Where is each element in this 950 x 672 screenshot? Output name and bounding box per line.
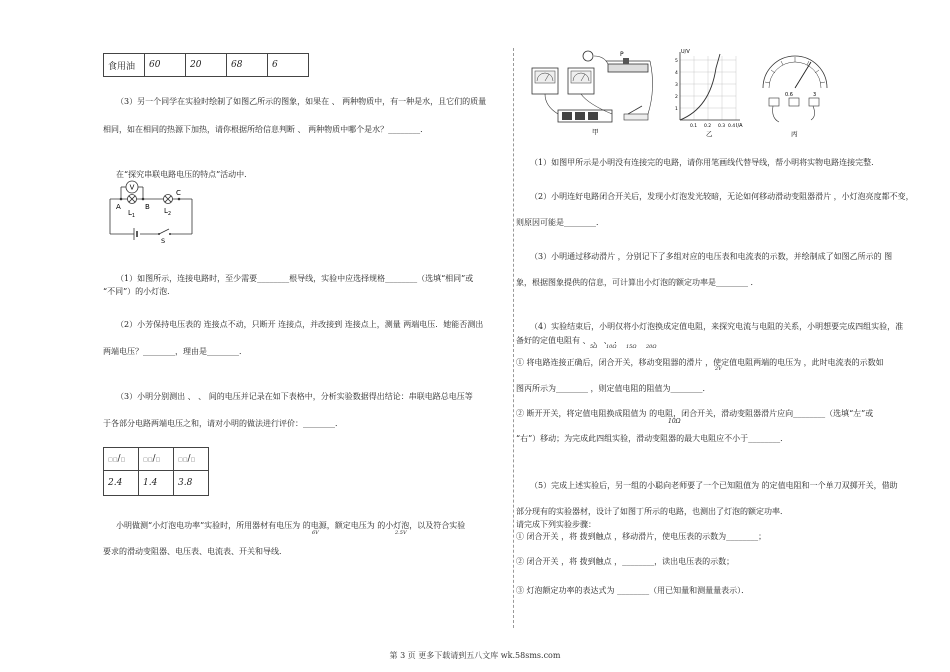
r4-line1: （4）实验结束后，小明仅将小灯泡换成定值电阻，来探究电流与电阻的关系，小明想要完成四组实验，准: [530, 322, 904, 331]
oil-table: [103, 53, 309, 77]
x-tick-label: 0.3: [718, 124, 726, 129]
r5-line1: （5）完成上述实验后，另一组的小聪向老师要了一个已知阻值为 的定值电阻和一个单刀双掷开关，借助: [530, 481, 898, 490]
table-cell: 2.4: [104, 471, 139, 496]
r2-line1: （2）小明连好电路闭合开关后，发现小灯泡发光较暗，无论如何移动滑动变阻器滑片 ，小灯泡亮度都不变，: [530, 192, 914, 201]
resistor-value: 15Ω: [626, 344, 637, 350]
resistor-value: 10Ω: [606, 344, 617, 350]
terminal-label: 3: [813, 92, 817, 98]
r5-step2: ② 闭合开关 ，将 拨到触点 ，________，读出电压表的示数；: [516, 557, 735, 566]
page-footer: 第 3 页 更多下载请到五八文库 wk.58sms.com: [389, 651, 561, 660]
lamp-voltage-source: 6V: [312, 530, 319, 536]
voltmeter-label: V: [129, 183, 135, 192]
q1-line2: “不同”）的小灯泡．: [103, 287, 176, 296]
table-cell: 1.4: [139, 471, 174, 496]
lamp-intro-line1: 小明做测“小灯泡电功率”实验时，所用器材有电压为 的电源，额定电压为 的小灯泡，以及符合实验: [116, 521, 466, 530]
r4a-line2: 图丙所示为________ ，则定值电阻的阻值为________．: [516, 384, 711, 393]
r4-line2: 备好的定值电阻有 、 、 、 ．: [516, 336, 623, 345]
terminal-label: 0.6: [785, 92, 793, 98]
y-tick-label: 3: [675, 83, 678, 88]
series-intro: 在“探究串联电路电压的特点”活动中．: [116, 170, 253, 179]
figure-bing-ammeter: [755, 48, 835, 138]
axis-y-label: U/V: [681, 49, 690, 55]
voltage-table: [103, 447, 209, 496]
r4b-resistance: 10Ω: [668, 418, 681, 425]
r4b-line1: ② 断开开关，将定值电阻换成阻值为 的电阻，闭合开关，滑动变阻器滑片应向________（选填“左”或: [516, 409, 874, 418]
q3-line2: 相同，如在相同的热源下加热，请你根据所给信息判断 、 两种物质中哪个是水？________．: [103, 125, 429, 134]
table-header: □□/□: [139, 448, 174, 471]
table-cell: 3.8: [174, 471, 209, 496]
q2-line1: （2）小芳保持电压表的 连接点不动，只断开 连接点，并改接到 连接点上，测量 两端电压．她能否测出: [116, 320, 484, 329]
q3b-line1: （3）小明分别测出 、 、 间的电压并记录在如下表格中，分析实验数据得出结论：串联电路总电压等: [116, 392, 473, 401]
resistor-value: 5Ω: [590, 344, 598, 350]
figure-bing-label: 丙: [791, 130, 798, 138]
lamp-l1-label: $L_1$: [128, 209, 136, 219]
switch-label: S: [161, 237, 166, 243]
lamp-rated-voltage: 2.5V: [395, 530, 407, 536]
figure-yi-iv-graph: [670, 48, 746, 138]
lamp-l2-label: $L_2$: [164, 207, 172, 217]
r4b-line2: “右”）移动；为完成此四组实验，滑动变阻器的最大电阻应不小于________．: [516, 434, 789, 443]
r4a-line1: ① 将电路连接正确后，闭合开关，移动变阻器的滑片 ，使定值电阻两端的电压为 ，此时电流表的示数如: [516, 358, 884, 367]
r3-line1: （3）小明通过移动滑片 ，分别记下了多组对应的电压表和电流表的示数，并绘制成了如图乙所示的 图: [530, 252, 893, 261]
y-tick-label: 4: [675, 71, 678, 76]
series-circuit-diagram: [104, 179, 200, 243]
y-tick-label: 2: [675, 95, 678, 100]
q2-line2: 两端电压？________，理由是________．: [103, 347, 247, 356]
slider-p-label: P: [620, 51, 624, 58]
q3b-line2: 于各部分电路两端电压之和，请对小明的做法进行评价：________．: [103, 419, 343, 428]
table-cell: 60: [145, 54, 186, 77]
node-a-label: A: [116, 203, 121, 211]
x-tick-label: 0.2: [704, 124, 712, 129]
table-header: □□/□: [104, 448, 139, 471]
figure-jia-label: 甲: [592, 128, 599, 136]
table-cell: 6: [268, 54, 309, 77]
lamp-intro-line2: 要求的滑动变阻器、电压表、电流表、开关和导线．: [103, 547, 287, 556]
y-tick-label: 5: [675, 59, 678, 64]
node-c-label: C: [176, 189, 181, 197]
r3-line2: 象，根据图象提供的信息，可计算出小灯泡的额定功率是________ ．: [516, 278, 759, 287]
table-cell: 20: [186, 54, 227, 77]
x-tick-label: 0.4: [728, 124, 736, 129]
r5-line2: 部分现有的实验器材，设计了如图丁所示的电路，也测出了灯泡的额定功率．: [516, 507, 788, 516]
table-cell-label: 食用油: [104, 54, 145, 77]
r5-step1: ① 闭合开关 ，将 拨到触点 ，移动滑片，使电压表的示数为________；: [516, 532, 767, 541]
r2-line2: 则原因可能是________．: [516, 218, 604, 227]
x-tick-label: 0.1: [690, 124, 698, 129]
figure-yi-label: 乙: [706, 130, 713, 138]
r5-line3: 请完成下列实验步骤：: [516, 520, 596, 529]
y-tick-label: 1: [675, 107, 678, 112]
r5-step3: ③ 灯泡额定功率的表达式为 ________（用已知量和测量量表示）．: [516, 586, 750, 595]
figure-jia-apparatus: [528, 48, 658, 138]
axis-x-label: I/A: [736, 123, 743, 129]
r1: （1）如图甲所示是小明没有连接完的电路，请你用笔画线代替导线，帮小明将实物电路连接完整．: [530, 158, 880, 167]
q3-line1: （3）另一个同学在实验时绘制了如图乙所示的图象，如果在 、 两种物质中，有一种是水，且它们的质量: [116, 97, 487, 106]
resistor-value: 20Ω: [646, 344, 657, 350]
q1-line1: （1）如图所示，连接电路时，至少需要________根导线，实验中应选择规格________（选填“相同”或: [116, 274, 474, 283]
node-b-label: B: [145, 203, 150, 211]
table-cell: 68: [227, 54, 268, 77]
table-header: □□/□: [174, 448, 209, 471]
r4a-voltage: 2V: [715, 366, 722, 372]
column-divider: [513, 48, 514, 628]
